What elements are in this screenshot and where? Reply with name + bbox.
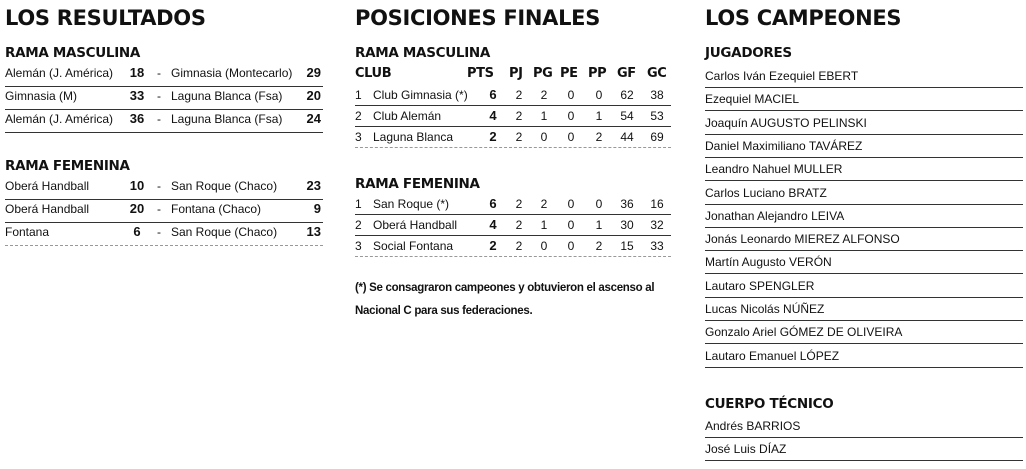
header-pe: PE — [560, 66, 578, 81]
cell-pos: 1 — [355, 197, 362, 211]
score-separator: - — [157, 202, 161, 216]
header-pp: PP — [588, 66, 607, 81]
player-name: Daniel Maximiliano TAVÁREZ — [705, 138, 863, 153]
score-away: 24 — [306, 111, 321, 126]
player-name: Carlos Luciano BRATZ — [705, 185, 827, 200]
team-home: Alemán (J. América) — [5, 66, 114, 80]
results-fem-title: RAMA FEMENINA — [5, 158, 130, 174]
player-row — [705, 65, 1023, 88]
cell-pe: 0 — [567, 218, 575, 232]
player-row — [705, 275, 1023, 298]
cell-pg: 0 — [540, 130, 548, 144]
cell-pp: 1 — [595, 109, 603, 123]
score-away: 20 — [306, 88, 321, 103]
player-row — [705, 112, 1023, 135]
match-row — [5, 176, 323, 200]
results-title: LOS RESULTADOS — [5, 6, 206, 30]
score-home: 33 — [129, 88, 145, 103]
cell-pj: 2 — [515, 88, 523, 102]
player-name: Lautaro Emanuel LÓPEZ — [705, 348, 840, 363]
cell-pe: 0 — [567, 197, 575, 211]
team-away: Gimnasia (Montecarlo) — [171, 66, 293, 80]
cell-pp: 2 — [595, 130, 603, 144]
player-name: Martín Augusto VERÓN — [705, 255, 832, 270]
score-away: 9 — [313, 201, 321, 216]
cell-gf: 44 — [620, 130, 634, 144]
team-home: Gimnasia (M) — [5, 89, 78, 103]
header-gc: GC — [647, 66, 667, 81]
score-separator: - — [157, 179, 161, 193]
player-name: Ezequiel MACIEL — [705, 92, 800, 107]
cell-pg: 2 — [540, 88, 548, 102]
cell-pos: 2 — [355, 218, 362, 232]
cell-gc: 16 — [650, 197, 664, 211]
standings-row — [355, 236, 671, 257]
team-away: Fontana (Chaco) — [171, 202, 262, 216]
cell-pts: 2 — [489, 129, 497, 144]
match-row — [5, 199, 323, 223]
cell-pe: 0 — [567, 109, 575, 123]
team-away: San Roque (Chaco) — [171, 179, 278, 193]
cell-pj: 2 — [515, 130, 523, 144]
player-row — [705, 182, 1023, 205]
player-row — [705, 228, 1023, 251]
cell-pts: 6 — [489, 196, 497, 211]
team-home: Oberá Handball — [5, 202, 90, 216]
cell-pts: 6 — [489, 87, 497, 102]
player-row — [705, 158, 1023, 181]
standings-column — [355, 0, 675, 469]
cell-club: San Roque (*) — [373, 197, 450, 211]
cell-club: Laguna Blanca — [373, 130, 454, 144]
cell-pts: 4 — [489, 217, 497, 232]
cell-pos: 3 — [355, 130, 362, 144]
cell-gc: 38 — [650, 88, 664, 102]
cell-pts: 4 — [489, 108, 497, 123]
score-separator: - — [157, 66, 161, 80]
cell-pj: 2 — [515, 239, 523, 253]
player-row — [705, 321, 1023, 344]
cell-pos: 3 — [355, 239, 362, 253]
header-pj: PJ — [509, 66, 523, 81]
score-home: 18 — [129, 65, 145, 80]
team-home: Oberá Handball — [5, 179, 90, 193]
team-away: Laguna Blanca (Fsa) — [171, 112, 283, 126]
player-row — [705, 135, 1023, 158]
cell-gf: 15 — [620, 239, 634, 253]
match-row — [5, 86, 323, 110]
score-home: 10 — [129, 178, 145, 193]
cell-gc: 53 — [650, 109, 664, 123]
cell-pp: 2 — [595, 239, 603, 253]
cell-pts: 2 — [489, 238, 497, 253]
standings-row — [355, 194, 671, 215]
staff-name: José Luis DÍAZ — [705, 442, 787, 457]
cell-pg: 0 — [540, 239, 548, 253]
cell-gf: 30 — [620, 218, 634, 232]
header-pg: PG — [533, 66, 553, 81]
cell-pos: 2 — [355, 109, 362, 123]
player-name: Joaquín AUGUSTO PELINSKI — [705, 115, 867, 130]
cell-gf: 36 — [620, 197, 634, 211]
cell-pj: 2 — [515, 197, 523, 211]
player-row — [705, 88, 1023, 111]
header-club: CLUB — [355, 66, 392, 81]
player-name: Lucas Nicolás NÚÑEZ — [705, 302, 825, 316]
standings-note: (*) Se consagraron campeones y obtuvieron el ascenso al Nacional C para sus federaciones. — [355, 282, 655, 317]
player-name: Carlos Iván Ezequiel EBERT — [705, 69, 859, 83]
score-away: 23 — [306, 178, 321, 193]
player-row — [705, 205, 1023, 228]
cell-pg: 2 — [540, 197, 548, 211]
match-row — [5, 63, 323, 87]
standings-masc-title: RAMA MASCULINA — [355, 45, 491, 61]
score-away: 29 — [306, 65, 321, 80]
cell-club: Oberá Handball — [373, 218, 458, 232]
players-title: JUGADORES — [705, 45, 792, 61]
team-away: Laguna Blanca (Fsa) — [171, 89, 283, 103]
champions-column — [705, 0, 1025, 469]
cell-pe: 0 — [567, 130, 575, 144]
cell-pp: 0 — [595, 197, 603, 211]
score-separator: - — [157, 225, 161, 239]
cell-pj: 2 — [515, 218, 523, 232]
cell-pp: 0 — [595, 88, 603, 102]
staff-name: Andrés BARRIOS — [705, 419, 801, 433]
standings-title: POSICIONES FINALES — [355, 6, 601, 30]
standings-row — [355, 106, 671, 127]
cell-gc: 32 — [650, 218, 664, 232]
header-gf: GF — [617, 66, 636, 81]
standings-row — [355, 215, 671, 236]
cell-gf: 54 — [620, 109, 634, 123]
cell-pos: 1 — [355, 88, 362, 102]
cell-club: Club Alemán — [373, 109, 442, 123]
team-home: Fontana — [5, 225, 50, 239]
staff-row — [705, 415, 1023, 438]
standings-row — [355, 127, 671, 148]
results-column — [5, 0, 325, 469]
match-row — [5, 109, 323, 133]
score-home: 20 — [129, 201, 145, 216]
team-away: San Roque (Chaco) — [171, 225, 278, 239]
score-away: 13 — [306, 224, 321, 239]
player-name: Jonathan Alejandro LEIVA — [705, 208, 845, 223]
score-home: 36 — [129, 111, 145, 126]
player-row — [705, 345, 1023, 368]
player-name: Lautaro SPENGLER — [705, 278, 815, 293]
cell-pg: 1 — [540, 109, 548, 123]
header-pts: PTS — [467, 66, 494, 81]
cell-pg: 1 — [540, 218, 548, 232]
player-name: Leandro Nahuel MULLER — [705, 162, 843, 177]
cell-gc: 33 — [650, 239, 664, 253]
staff-title: CUERPO TÉCNICO — [705, 396, 834, 412]
standings-header — [355, 66, 671, 84]
score-separator: - — [157, 89, 161, 103]
player-row — [705, 298, 1023, 321]
cell-pp: 1 — [595, 218, 603, 232]
results-masc-title: RAMA MASCULINA — [5, 45, 141, 61]
cell-pe: 0 — [567, 239, 575, 253]
cell-club: Social Fontana — [373, 239, 454, 253]
score-home: 6 — [133, 224, 141, 239]
cell-gf: 62 — [620, 88, 634, 102]
score-separator: - — [157, 112, 161, 126]
standings-fem-title: RAMA FEMENINA — [355, 176, 480, 192]
standings-row — [355, 85, 671, 106]
cell-pe: 0 — [567, 88, 575, 102]
player-name: Jonás Leonardo MIEREZ ALFONSO — [705, 232, 900, 247]
team-home: Alemán (J. América) — [5, 112, 114, 126]
player-row — [705, 251, 1023, 274]
staff-row — [705, 438, 1023, 461]
champions-title: LOS CAMPEONES — [705, 6, 902, 30]
cell-club: Club Gimnasia (*) — [373, 88, 468, 102]
player-name: Gonzalo Ariel GÓMEZ DE OLIVEIRA — [705, 325, 903, 340]
cell-gc: 69 — [650, 130, 664, 144]
match-row — [5, 222, 323, 246]
cell-pj: 2 — [515, 109, 523, 123]
